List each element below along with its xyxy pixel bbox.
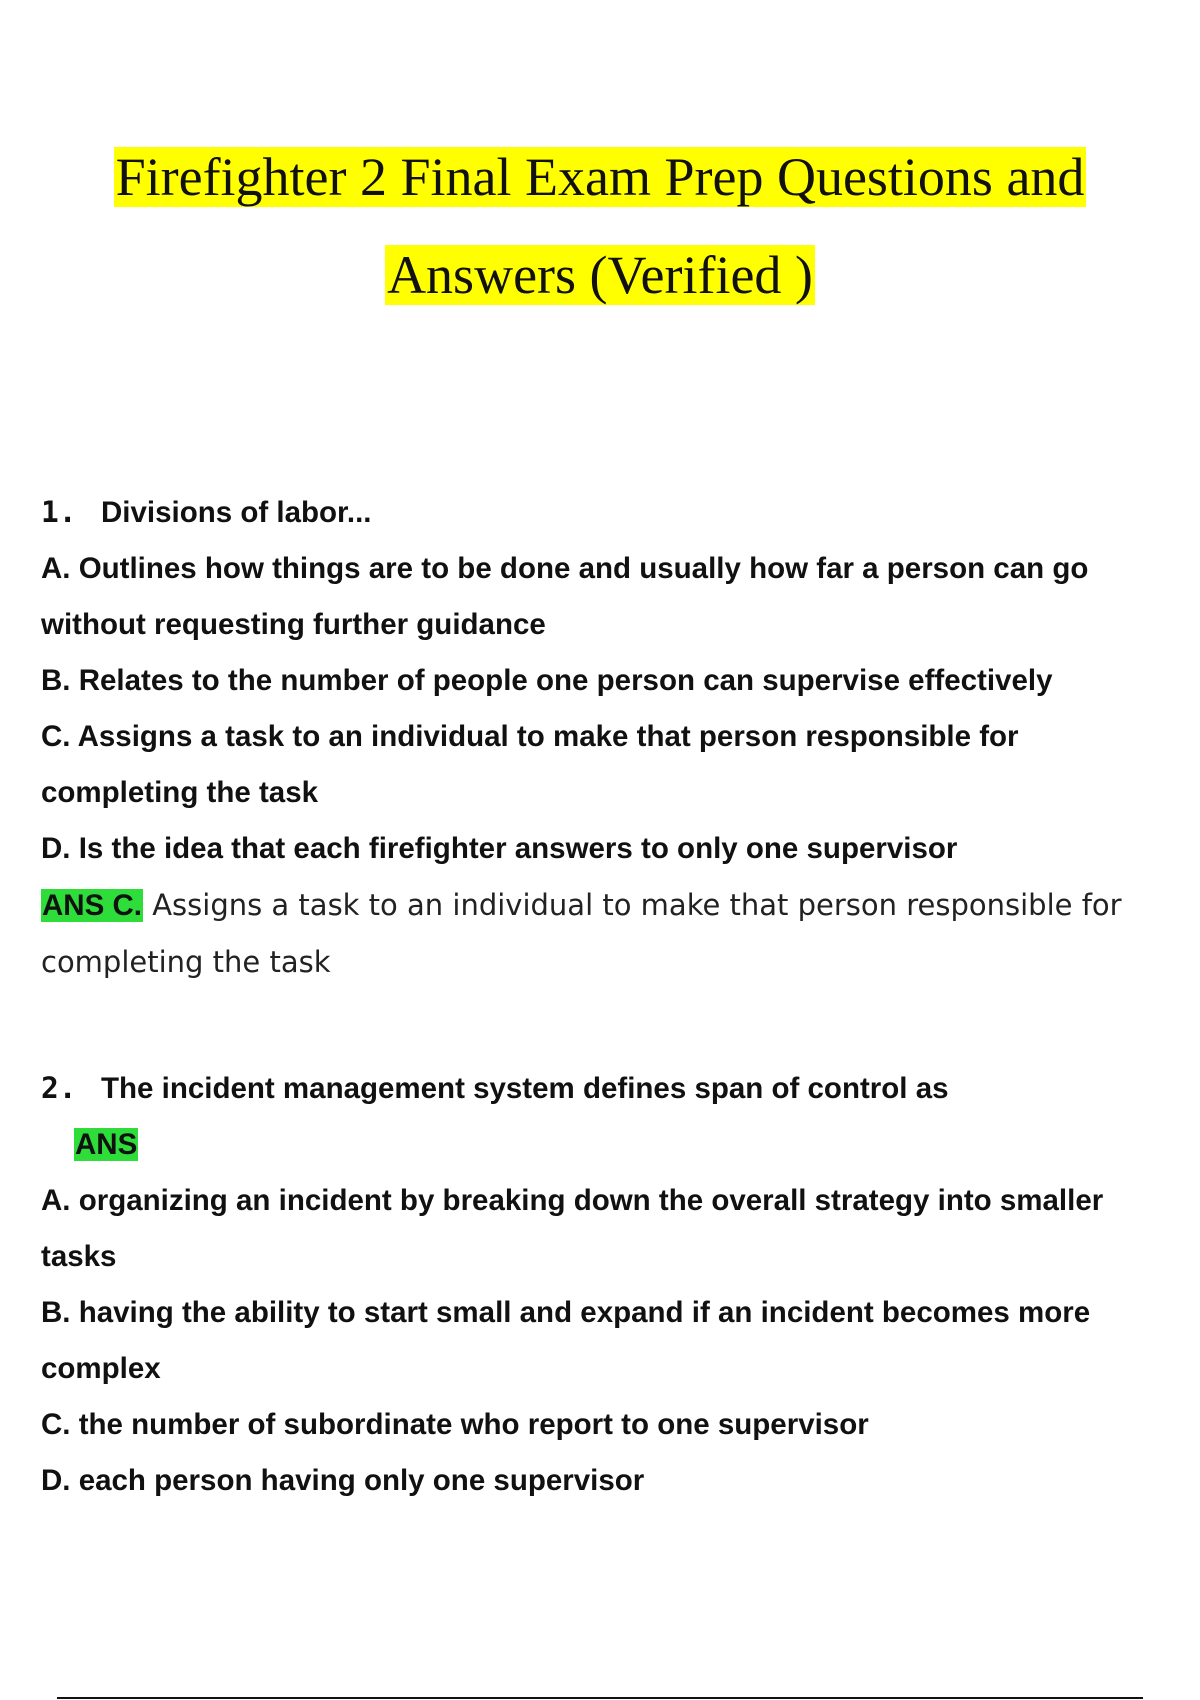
question-1-number: 1.: [41, 495, 77, 529]
title-line-1-text: Firefighter 2 Final Exam Prep Questions and: [115, 147, 1085, 207]
question-2: [41, 1060, 1181, 1509]
question-2-option-d: D. each person having only one supervisor: [41, 1464, 645, 1497]
question-1-answer-tag: ANS C.: [42, 889, 142, 922]
question-2-option-c: C. the number of subordinate who report to one supervisor: [41, 1408, 869, 1441]
question-1-option-c: C. Assigns a task to an individual to make that person responsible for completing the task: [41, 720, 1019, 809]
question-2-number: 2.: [41, 1071, 77, 1105]
question-1-option-d: D. Is the idea that each firefighter answers to only one supervisor: [41, 832, 958, 865]
question-1-answer-text: Assigns a task to an individual to make that person responsible for completing the task: [41, 888, 1122, 979]
question-1-heading: [41, 484, 1181, 541]
page-bottom-rule: [57, 1697, 1143, 1699]
title-line-2-text: Answers (Verified ): [387, 245, 813, 305]
question-1-option-a: A. Outlines how things are to be done and usually how far a person can go without requesting further guidance: [41, 552, 1089, 641]
document-title: [0, 128, 1200, 324]
title-line-1: [0, 128, 1200, 226]
questions-list: [41, 484, 1181, 1509]
question-2-answer-tag: ANS: [75, 1128, 138, 1161]
question-2-option-b: B. having the ability to start small and expand if an incident becomes more complex: [41, 1296, 1091, 1385]
question-1-option-b: B. Relates to the number of people one person can supervise effectively: [41, 664, 1053, 697]
question-1-prompt: Divisions of labor...: [101, 496, 372, 529]
question-spacer: [41, 990, 1181, 1060]
question-1-answer: [41, 877, 1181, 990]
question-2-prompt: The incident management system defines span of control as: [101, 1072, 949, 1105]
question-1: [41, 484, 1181, 990]
question-2-heading: [41, 1060, 1181, 1117]
question-2-answer-row: [41, 1117, 1181, 1173]
question-2-option-a: A. organizing an incident by breaking down the overall strategy into smaller tasks: [41, 1184, 1104, 1273]
title-line-2: [0, 226, 1200, 324]
